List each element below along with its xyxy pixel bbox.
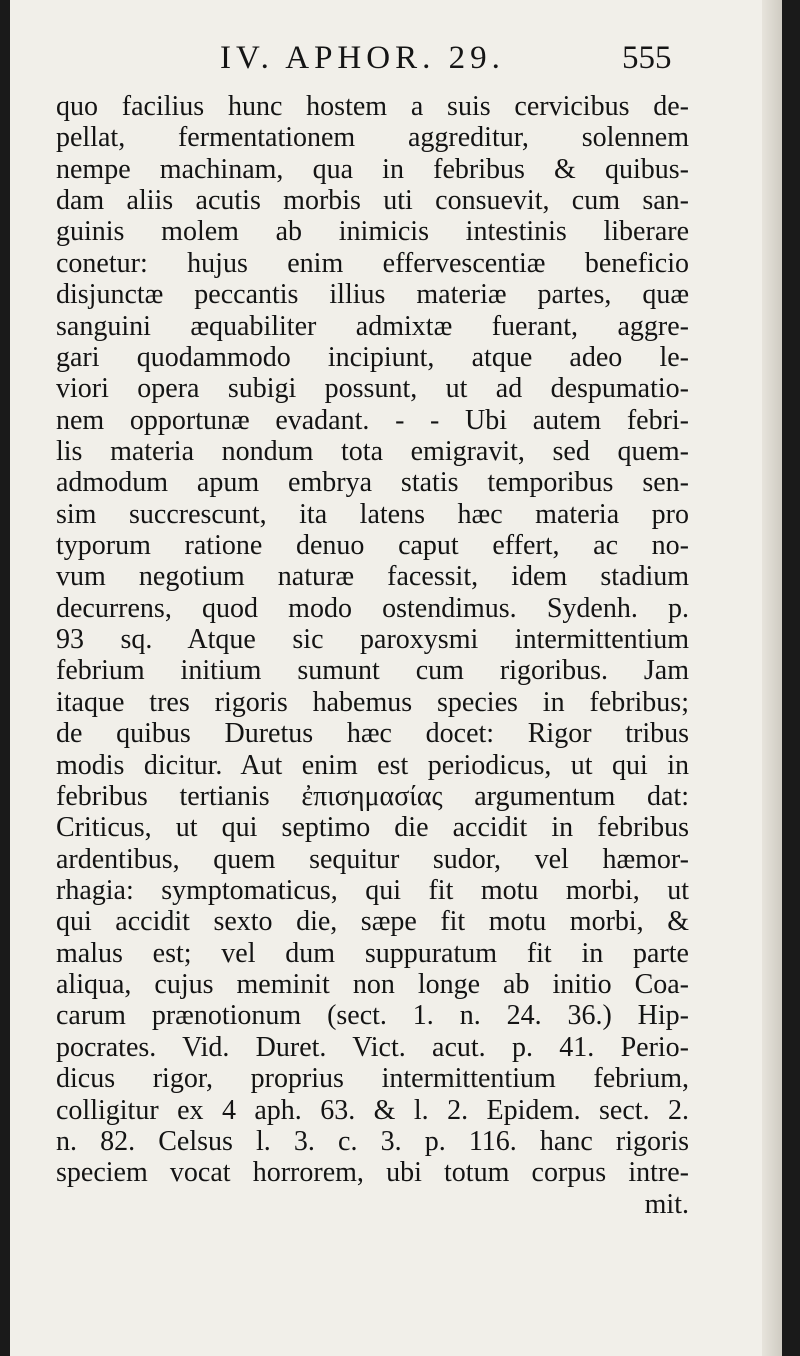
text-line: modis dicitur. Aut enim est periodicus, ut qui in [56, 749, 689, 781]
text-line: pocrates. Vid. Duret. Vict. acut. p. 41. Perio- [56, 1031, 689, 1063]
text-line: sanguini æquabiliter admixtæ fuerant, aggre- [56, 310, 689, 342]
text-line: conetur: hujus enim effervescentiæ beneficio [56, 247, 689, 279]
text-line: lis materia nondum tota emigravit, sed quem- [56, 435, 689, 467]
page-edge-shadow [762, 0, 782, 1356]
text-line: de quibus Duretus hæc docet: Rigor tribus [56, 718, 689, 750]
text-line: n. 82. Celsus l. 3. c. 3. p. 116. hanc rigoris [56, 1125, 689, 1157]
text-line: guinis molem ab inimicis intestinis liberare [56, 216, 689, 248]
page-header [10, 40, 782, 84]
text-line: disjunctæ peccantis illius materiæ partes, quæ [56, 279, 689, 311]
text-line: mit. [644, 1188, 689, 1220]
text-line: pellat, fermentationem aggreditur, solennem [56, 122, 689, 154]
book-page [10, 0, 782, 1356]
text-line: nempe machinam, qua in febribus & quibus- [56, 153, 689, 185]
text-line: vum negotium naturæ facessit, idem stadium [56, 561, 689, 593]
text-line: colligitur ex 4 aph. 63. & l. 2. Epidem. sect. 2. [56, 1094, 689, 1126]
text-line: febrium initium sumunt cum rigoribus. Jam [56, 655, 689, 687]
text-line: viori opera subigi possunt, ut ad despumatio- [56, 373, 689, 405]
text-line: admodum apum embrya statis temporibus sen- [56, 467, 689, 499]
text-line: dicus rigor, proprius intermittentium febrium, [56, 1063, 689, 1095]
text-line: Criticus, ut qui septimo die accidit in febribus [56, 812, 689, 844]
text-line: 93 sq. Atque sic paroxysmi intermittentium [56, 624, 689, 656]
text-line: quo facilius hunc hostem a suis cervicibus de- [56, 91, 689, 122]
text-line: qui accidit sexto die, sæpe fit motu morbi, & [56, 906, 689, 938]
text-line: aliqua, cujus meminit non longe ab initio Coa- [56, 969, 689, 1001]
page-number: 555 [622, 40, 672, 76]
bleed-through-shadow [350, 1202, 670, 1262]
text-line: gari quodammodo incipiunt, atque adeo le- [56, 341, 689, 373]
running-head: IV. APHOR. 29. [220, 40, 505, 76]
text-line: itaque tres rigoris habemus species in febribus; [56, 686, 689, 718]
text-line: decurrens, quod modo ostendimus. Sydenh. p. [56, 592, 689, 624]
body-text [56, 91, 689, 1220]
text-line: typorum ratione denuo caput effert, ac no- [56, 530, 689, 562]
text-line: rhagia: symptomaticus, qui fit motu morbi, ut [56, 874, 689, 906]
text-line: nem opportunæ evadant. - - Ubi autem febri- [56, 404, 689, 436]
text-line: febribus tertianis ἐπισημασίας argumentum dat: [56, 780, 689, 812]
text-line: dam aliis acutis morbis uti consuevit, cum san- [56, 185, 689, 217]
text-line: speciem vocat horrorem, ubi totum corpus intre- [56, 1157, 689, 1189]
text-line: sim succrescunt, ita latens hæc materia pro [56, 498, 689, 530]
text-line: carum prænotionum (sect. 1. n. 24. 36.) Hip- [56, 1000, 689, 1032]
text-line: malus est; vel dum suppuratum fit in parte [56, 937, 689, 969]
text-line: ardentibus, quem sequitur sudor, vel hæmor- [56, 843, 689, 875]
